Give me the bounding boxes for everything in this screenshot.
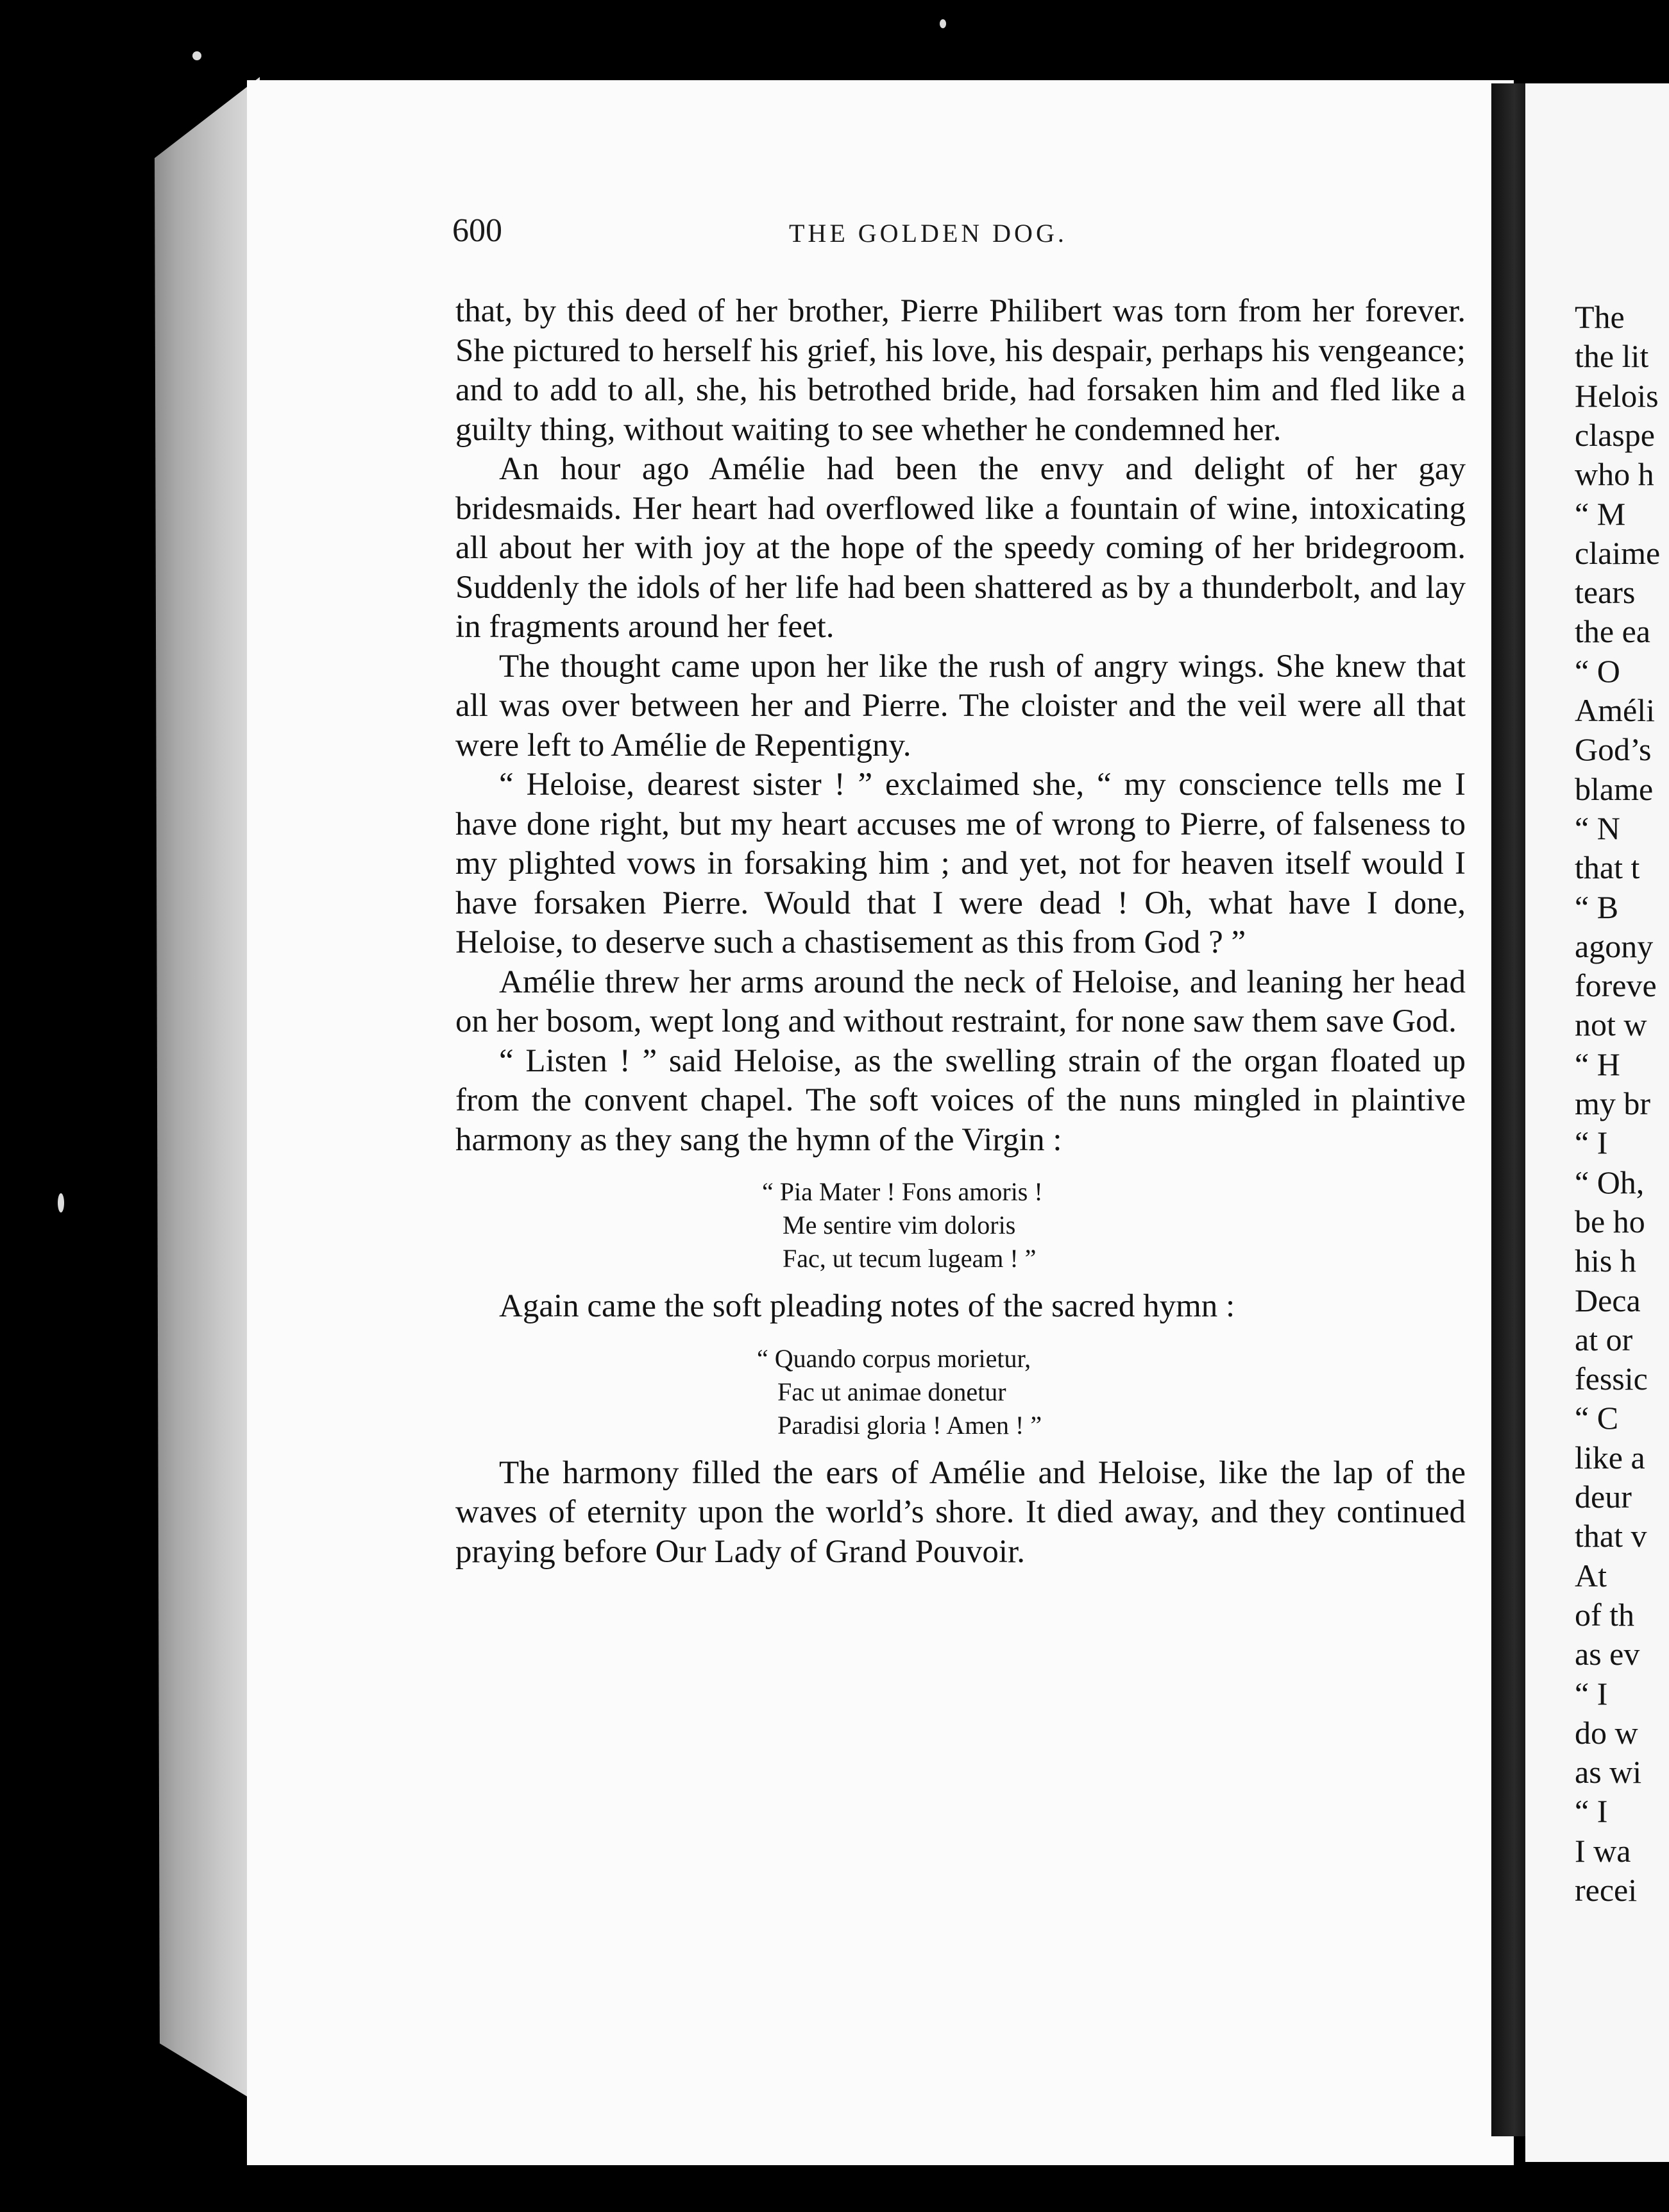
right-page-line: “ C [1575,1400,1619,1436]
right-page-line: I wa [1575,1832,1631,1869]
right-page-line: the ea [1575,613,1650,650]
right-page-line: blame [1575,770,1654,807]
right-page-line: “ B [1575,889,1619,925]
right-page-line: Deca [1575,1282,1641,1318]
right-page-line: of th [1575,1596,1635,1633]
right-page-line: “ I [1575,1793,1608,1830]
paragraph: “ Heloise, dearest sister ! ” exclaimed she, “ my conscience tells me I have done right, but my heart accuses me of wrong to Pierre, of falseness to my plighted vows in forsaking him ; and yet, not for heaven itself would I have forsaken Pierre. Would that I were dead ! Oh, what have I done, Heloise, to deserve such a chastisement as this from God ? ” [455,767,1466,960]
verse-line: Paradisi gloria ! Amen ! ” [777,1410,1042,1440]
dust-speck [940,19,946,28]
right-page-line: “ O [1575,652,1620,689]
right-page-line: “ N [1575,810,1620,846]
verse-line: “ Pia Mater ! Fons amoris ! [762,1177,1043,1206]
right-page-line: “ M [1575,495,1626,532]
right-page-line: that t [1575,849,1640,886]
running-title: THE GOLDEN DOG. [789,219,1067,248]
right-page-line: that v [1575,1518,1647,1554]
right-page-line: “ Oh, [1575,1164,1645,1200]
right-page-line: Helois [1575,377,1659,414]
right-page-line: tears [1575,574,1636,611]
right-page-line: The [1575,299,1625,335]
page-edge [131,77,260,2104]
right-page-line: “ I [1575,1675,1608,1712]
verse-line: Me sentire vim doloris [783,1211,1016,1239]
right-page-line: At [1575,1557,1607,1594]
right-page-line: agony [1575,928,1654,964]
book-gutter [1491,83,1530,2136]
dust-speck [58,1193,64,1212]
right-page-line: “ I [1575,1125,1608,1161]
right-page-line: recei [1575,1872,1638,1908]
verse-line: Fac, ut tecum lugeam ! ” [783,1244,1037,1273]
paragraph: An hour ago Amélie had been the envy and delight of her gay bridesmaids. Her heart had overflowed like a fountain of wine, intoxicating all about her with joy at the hope of the speedy coming of her bridegroom. Suddenly the idols of her life had been shattered as by a thunderbolt, and lay in fragments around her feet. [455,451,1466,645]
hymn-verse [455,1175,1466,1275]
verse-line: “ Quando corpus morietur, [757,1343,1031,1373]
paragraph: The harmony filled the ears of Amélie and Heloise, like the lap of the waves of eternity upon the world’s shore. It died away, and they continued praying before Our Lady of Grand Pouvoir. [455,1454,1466,1570]
right-page-line: not w [1575,1007,1647,1043]
right-page-line: my br [1575,1085,1651,1121]
paragraph: “ Listen ! ” said Heloise, as the swelling strain of the organ floated up from the convent chapel. The soft voices of the nuns mingled in plaintive harmony as they sang the hymn of the Virgin : [455,1042,1466,1158]
paragraph: Again came the soft pleading notes of the sacred hymn : [499,1288,1235,1324]
paragraph: that, by this deed of her brother, Pierre Philibert was torn from her forever. She pictured to herself his grief, his love, his despair, perhaps his vengeance; and to add to all, she, his betrothed bride, had forsaken him and fled like a guilty thing, without waiting to see whether he condemned her. [455,293,1466,448]
right-page-line: as wi [1575,1754,1642,1791]
paragraph: The thought came upon her like the rush of angry wings. She knew that all was over between her and Pierre. The cloister and the veil were all that were left to Amélie de Repentigny. [455,648,1466,763]
right-page-line: deur [1575,1479,1632,1515]
right-page-line: the lit [1575,338,1649,375]
right-page-line: God’s [1575,731,1652,768]
dust-speck [192,51,201,60]
right-page-line: foreve [1575,967,1657,1004]
page-number: 600 [452,212,502,249]
right-page-line: his h [1575,1243,1636,1279]
right-page-line: fessic [1575,1361,1648,1397]
hymn-verse [455,1342,1466,1442]
verse-line: Fac ut animae donetur [777,1377,1006,1406]
right-page-line: claspe [1575,416,1655,453]
paragraph: Amélie threw her arms around the neck of Heloise, and leaning her head on her bosom, wept long and without restraint, for none saw them save God. [455,964,1466,1039]
right-page-line: be ho [1575,1203,1645,1239]
right-page-line: as ev [1575,1636,1640,1672]
body-text [455,292,1466,1572]
right-page-line: do w [1575,1714,1638,1751]
right-page-line: like a [1575,1439,1645,1476]
right-page-line: claime [1575,534,1661,571]
right-page-line: at or [1575,1321,1633,1357]
right-page-line: who h [1575,456,1654,493]
right-page-line: Améli [1575,692,1655,728]
right-page-line: “ H [1575,1046,1620,1082]
